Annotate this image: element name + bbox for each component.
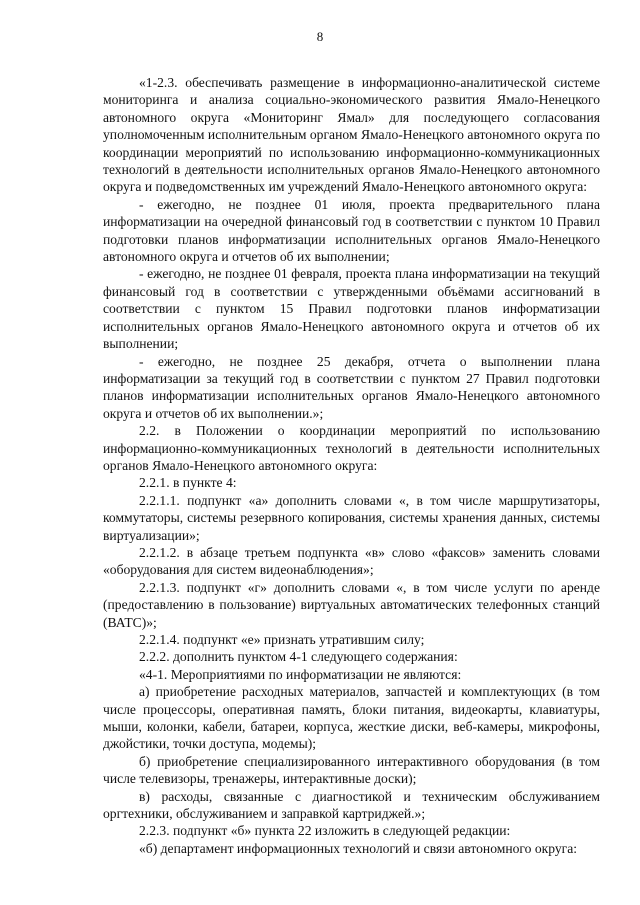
paragraph-b-department: «б) департамент информационных технологий и связи автономного округа: [139,840,578,856]
document-body [103,74,600,857]
paragraph-2-2-1-2: 2.2.1.2. в абзаце третьем подпункта «в» слово «факсов» заменить словами «оборудования для систем видеонаблюдения»; [103,544,600,578]
paragraph-item-b: б) приобретение специализированного интерактивного оборудования (в том числе телевизоры, тренажеры, интерактивные доски); [103,753,600,787]
paragraph-2-2-1: 2.2.1. в пункте 4: [139,475,237,491]
paragraph-dash-july: - ежегодно, не позднее 01 июля, проекта предварительного плана информатизации на очередной финансовый год в соответствии с пунктом 10 Правил подготовки планов информатизации исполнительных органов Ямало-Ненецкого автономного округа и отчетов об их выполнении; [103,196,600,265]
paragraph-2-2: 2.2. в Положении о координации мероприятий по использованию информационно-коммуникационных технологий в деятельности исполнительных органов Ямало-Ненецкого автономного округа: [103,423,600,473]
paragraph-item-v: в) расходы, связанные с диагностикой и техническим обслуживанием оргтехники, обслуживанием и заправкой картриджей.»; [103,788,600,822]
paragraph-dash-february: - ежегодно, не позднее 01 февраля, проекта плана информатизации на текущий финансовый год в соответствии с утвержденными объёмами ассигнований в соответствии с пунктом 15 Правил подготовки планов информатизации исполнительных органов Ямало-Ненецкого автономного округа и отчетов об их выполнении; [103,266,600,352]
paragraph-2-2-1-3: 2.2.1.3. подпункт «г» дополнить словами «, в том числе услуги по аренде (предоставлению в пользование) виртуальных автоматических телефонных станций (ВАТС)»; [103,579,600,630]
paragraph-item-a: а) приобретение расходных материалов, запчастей и комплектующих (в том числе процессоры, оперативная память, блоки питания, видеокарты, клавиатуры, мыши, колонки, кабели, батареи, корпуса, жесткие диски, веб-камеры, микрофоны, джойстики, точки доступа, модемы); [103,684,600,752]
paragraph-2-2-1-4: 2.2.1.4. подпункт «е» признать утратившим силу; [139,632,425,647]
paragraph-2-2-3: 2.2.3. подпункт «б» пункта 22 изложить в следующей редакции: [139,823,511,839]
paragraph-2-2-2: 2.2.2. дополнить пунктом 4-1 следующего содержания: [139,649,458,665]
paragraph-dash-december: - ежегодно, не позднее 25 декабря, отчета о выполнении плана информатизации за текущий год в соответствии с пунктом 27 Правил подготовки планов информатизации исполнительных органов Ямало-Ненецкого автономного округа и отчетов об их выполнении.»; [103,353,600,421]
page-number: 8 [316,29,324,44]
paragraph-2-2-1-1: 2.2.1.1. подпункт «а» дополнить словами «, в том числе маршрутизаторы, коммутаторы, системы резервного копирования, системы хранения данных, системы виртуализации»; [103,492,600,543]
paragraph-1-2-3: «1-2.3. обеспечивать размещение в информационно-аналитической системе мониторинга и анализа социально-экономического развития Ямало-Ненецкого автономного округа «Мониторинг Ямал» для последующего согласования уполномоченным исполнительным органом Ямало-Ненецкого автономного округа по координации мероприятий по использованию информационно-коммуникационных технологий в деятельности исполнительных органов Ямало-Ненецкого автономного округа и подведомственных им учреждений Ямало-Ненецкого автономного округа: [103,75,600,195]
paragraph-4-1: «4-1. Мероприятиями по информатизации не являются: [139,666,462,682]
